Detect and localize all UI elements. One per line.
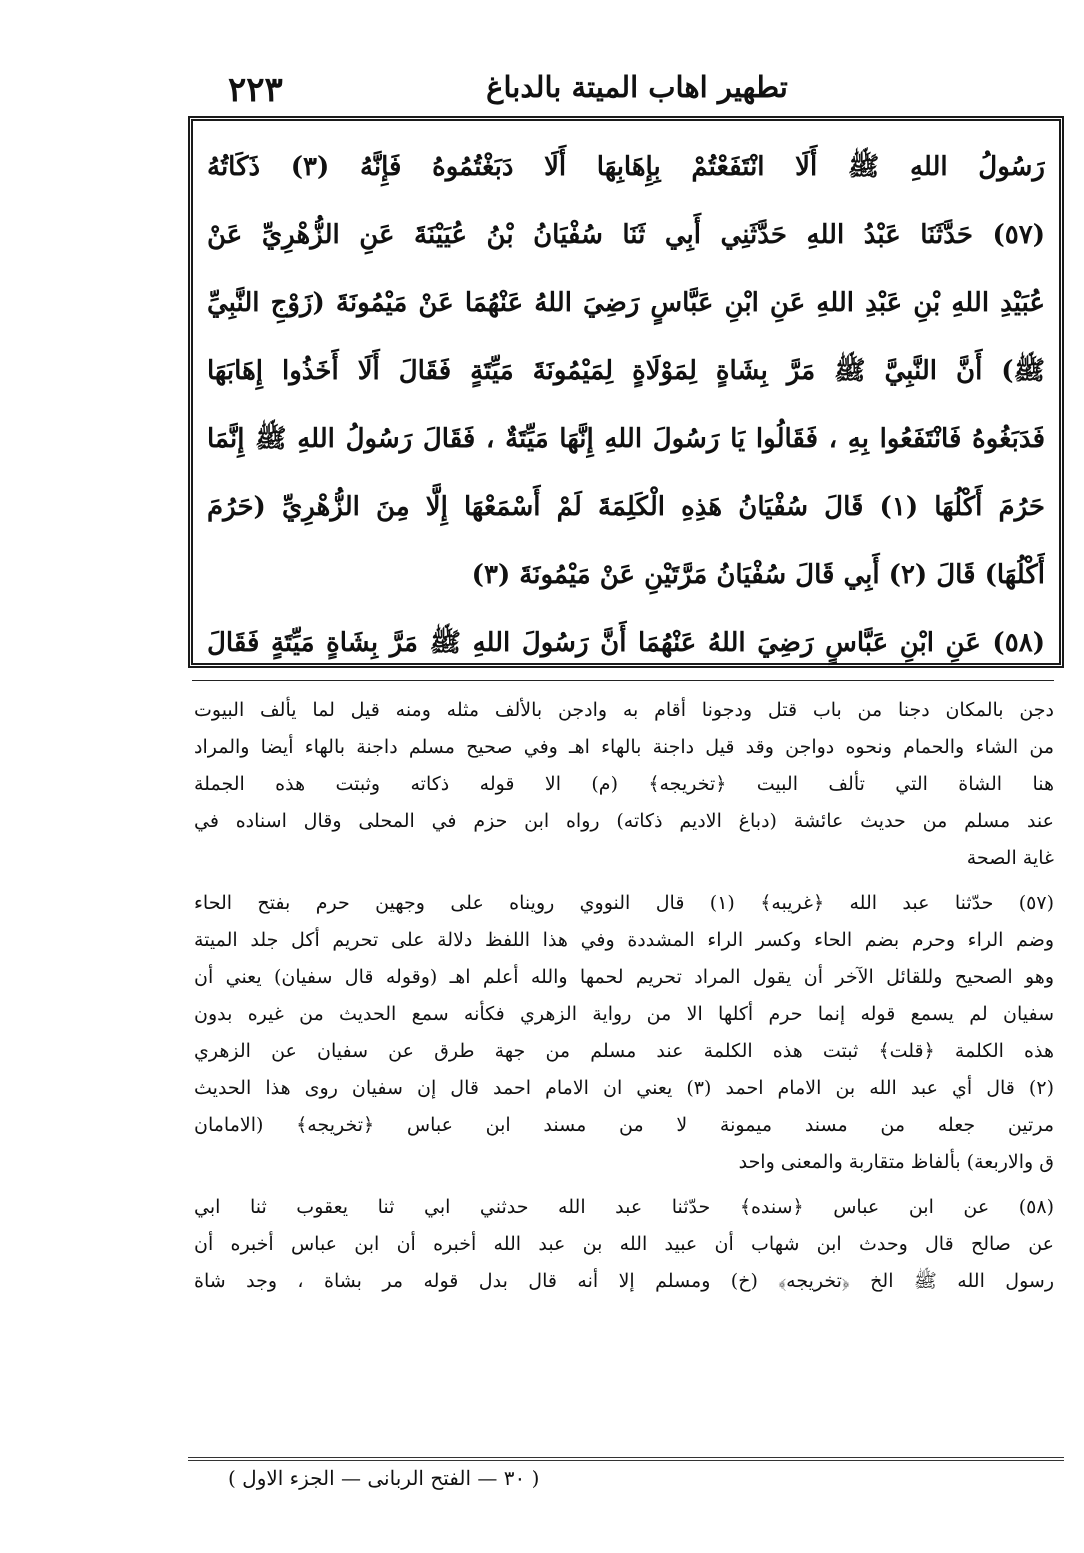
commentary-line: هنا الشاة التي تألف البيت ﴿تخريجه﴾ (م) الا قوله ذكاته وثبتت هذه الجملة [194,773,1054,795]
commentary-line: ق والاربعة) بألفاظ متقاربة والمعنى واحد [738,1151,1054,1173]
footer-rule [188,1457,1064,1461]
hadith-line: حَرُمَ أَكْلُهَا (١) قَالَ سُفْيَانُ هَذِهِ الْكَلِمَةَ لَمْ أَسْمَعْهَا إِلَّا مِنَ الزُّهْرِيِّ (حَرُمَ [207,492,1045,522]
page-number: ٢٢٣ [228,70,283,110]
commentary-line: (٢) قال أي عبد الله بن الامام احمد (٣) يعني ان الامام احمد قال إن سفيان روى هذا الحديث [194,1077,1054,1099]
page-footer: ( ٣٠ — الفتح الربانى — الجزء الاول ) [228,1466,540,1490]
commentary-block [194,692,1054,1300]
hadith-text-block [207,133,1045,658]
hadith-line: فَدَبَغُوهُ فَانْتَفَعُوا بِهِ ، فَقَالُوا يَا رَسُولَ اللهِ إِنَّهَا مَيِّتَةٌ ، فَقَالَ رَسُولُ اللهِ ﷺ إِنَّمَا [207,424,1045,454]
hadith-line: أَكْلُهَا) قَالَ (٢) أَبِي قَالَ سُفْيَانُ مَرَّتَيْنِ عَنْ مَيْمُونَةَ (٣) [471,560,1045,590]
commentary-line: هذه الكلمة ﴿قلت﴾ ثبتت هذه الكلمة عند مسلم من جهة طرق عن سفيان عن الزهري [194,1040,1054,1062]
commentary-line: من الشاء والحمام ونحوه دواجن وقد قيل داجنة بالهاء اهـ وفي صحيح مسلم داجنة بالهاء أيضا والمراد [194,736,1054,758]
hadith-line: (٥٨) عَنِ ابْنِ عَبَّاسٍ رَضِيَ اللهُ عَنْهُمَا أَنَّ رَسُولَ اللهِ ﷺ مَرَّ بِشَاةٍ مَيِّتَةٍ فَقَالَ [207,628,1045,658]
running-header: تطهير اهاب الميتة بالدباغ [486,70,788,104]
commentary-line: سفيان لم يسمع قوله إنما حرم أكلها الا من رواية الزهري فكأنه سمع الحديث من غيره بدون [194,1003,1054,1025]
hadith-line: ﷺ) أَنَّ النَّبِيَّ ﷺ مَرَّ بِشَاةٍ لِمَوْلَاةٍ لِمَيْمُونَةَ مَيِّتَةٍ فَقَالَ أَلَا أَخَذُوا إِهَابَهَا [207,356,1045,386]
commentary-line: غاية الصحة [966,847,1054,869]
commentary-line: (٥٨) عن ابن عباس ﴿سنده﴾ حدّثنا عبد الله حدثني ابي ثنا يعقوب ثنا ابي [194,1196,1054,1218]
commentary-line: (٥٧) حدّثنا عبد الله ﴿غريبه﴾ (١) قال النووي رويناه على وجهين حرم بفتح الحاء [194,892,1054,914]
commentary-line: عن صالح قال وحدث ابن شهاب أن عبيد الله بن عبد الله أخبره أن ابن عباس أخبره أن [194,1233,1054,1255]
commentary-line: مرتين جعله من مسند ميمونة لا من مسند ابن عباس ﴿تخريجه﴾ (الامامان [194,1114,1054,1136]
hadith-line: رَسُولُ اللهِ ﷺ أَلَا انْتَفَعْتُمْ بِإِهَابِهَا أَلَا دَبَغْتُمُوهُ فَإِنَّهُ (٣) ذَكَاتُهُ [207,152,1045,182]
hadith-line: (٥٧) حَدَّثَنَا عَبْدُ اللهِ حَدَّثَنِي أَبِي ثَنَا سُفْيَانُ بْنُ عُيَيْنَةَ عَنِ الزُّهْرِيِّ عَنْ [207,220,1045,250]
commentary-line: دجن بالمكان دجنا من باب قتل ودجونا أقام به وادجن بالألف مثله ومنه قيل لما يألف البيوت [194,699,1054,721]
section-divider [192,680,1054,681]
commentary-line: وهو الصحيح وللقائل الآخر أن يقول المراد تحريم لحمها والله أعلم اهـ (وقوله قال سفيان) يعني أن [194,966,1054,988]
commentary-line: عند مسلم من حديث عائشة (دباغ الاديم ذكاته) رواه ابن حزم في المحلى وقال اسناده في [194,810,1054,832]
commentary-line: رسول الله ﷺ الخ ﴿تخريجه﴾ (خ) ومسلم إلا أنه قال بدل قوله مر بشاة ، وجد شاة [194,1270,1054,1292]
commentary-line: وضم الراء وحرم بضم الحاء وكسر الراء المشددة وفي هذا اللفظ دلالة على تحريم أكل جلد الميتة [194,929,1054,951]
hadith-frame [188,116,1064,668]
hadith-line: عُبَيْدِ اللهِ بْنِ عَبْدِ اللهِ عَنِ ابْنِ عَبَّاسٍ رَضِيَ اللهُ عَنْهُمَا عَنْ مَيْمُونَةَ (زَوْجِ النَّبِيِّ [207,288,1045,318]
